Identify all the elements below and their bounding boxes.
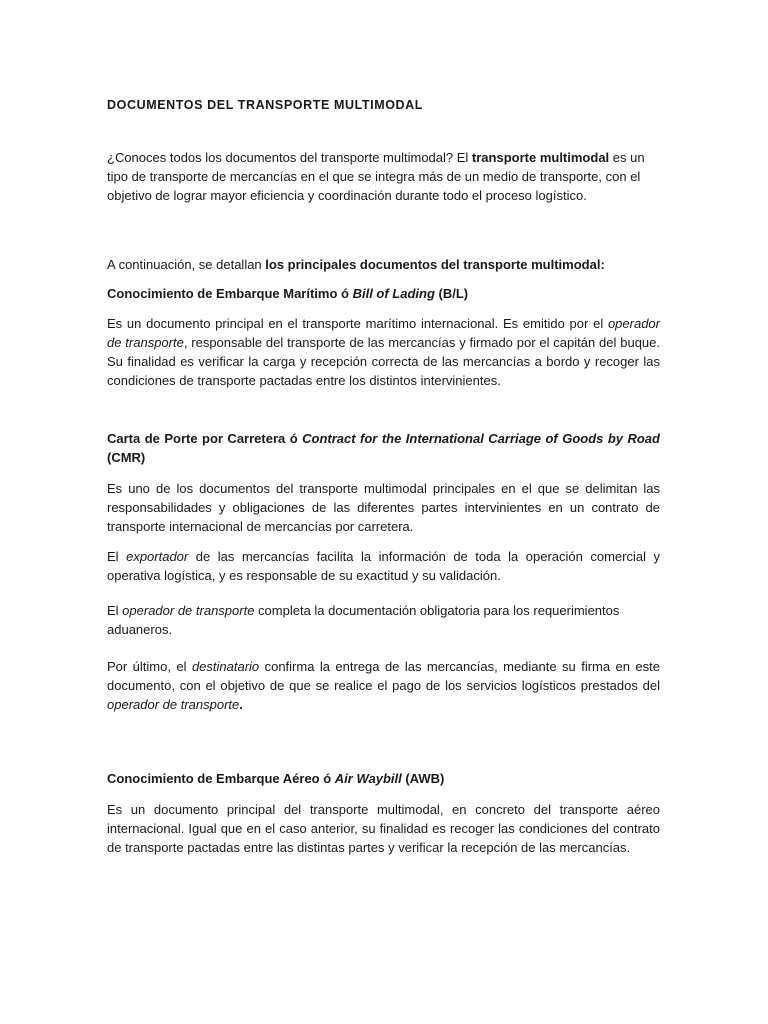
heading-bl-english: Bill of Lading: [352, 286, 435, 301]
cmr-p3-text-c: completa la documentación obligatoria para los requerimientos aduaneros.: [107, 603, 620, 637]
heading-bl-text: Conocimiento de Embarque Marítimo ó: [107, 286, 353, 301]
bl-italic-term: operador de transporte: [107, 316, 660, 350]
cmr-p2-text-c: de las mercancías facilita la información de toda la operación comercial y operativa logística, y es responsable de su exactitud y su validación.: [107, 549, 661, 583]
cmr-p4-italic-term-2: operador de transporte: [107, 697, 240, 712]
cmr-p4-text-c: confirma la entrega de las mercancías, mediante su firma en este documento, con el objetivo de que se realice el pago de los servicios logísticos prestados del: [107, 659, 660, 693]
cmr-p4-italic-term: destinatario: [191, 659, 260, 674]
heading-awb-text: Conocimiento de Embarque Aéreo ó: [107, 771, 335, 786]
lead-bold-text: los principales documentos del transporte multimodal:: [265, 257, 605, 272]
cmr-p4-text-a: Por último, el: [107, 659, 192, 674]
cmr-p2-text-a: El: [107, 549, 127, 564]
cmr-paragraph-4: [107, 657, 660, 714]
cmr-p3-italic-term: operador de transporte: [122, 603, 255, 618]
lead-text: A continuación, se detallan: [107, 257, 266, 272]
cmr-p4-period: .: [239, 697, 243, 712]
section-heading-awb: [107, 769, 660, 788]
intro-bold-term: transporte multimodal: [471, 150, 610, 165]
bl-text-c: , responsable del transporte de las mercancías y firmado por el capitán del buque. Su finalidad es verificar la carga y recepción correcta de las mercancías a bordo y recoger las condiciones de transporte pactadas entre los distintos intervinientes.: [107, 335, 660, 388]
intro-text: ¿Conoces todos los documentos del transporte multimodal? El: [107, 150, 472, 165]
document-body: [107, 96, 660, 857]
heading-awb-abbr: (AWB): [401, 771, 445, 786]
lead-paragraph: [107, 255, 660, 274]
heading-bl-abbr: (B/L): [434, 286, 469, 301]
intro-text-rest: es un tipo de transporte de mercancías en el que se integra más de un medio de transporte, con el objetivo de lograr mayor eficiencia y coordinación durante todo el proceso logístico.: [107, 150, 645, 203]
awb-paragraph: Es un documento principal del transporte multimodal, en concreto del transporte aéreo internacional. Igual que en el caso anterior, su finalidad es recoger las condiciones del contrato de transporte pactadas entre las distintas partes y verificar la recepción de las mercancías.: [107, 802, 660, 855]
cmr-paragraph-1: Es uno de los documentos del transporte multimodal principales en el que se delimitan las responsabilidades y obligaciones de las diferentes partes intervinientes en un contrato de transporte internacional de mercancías por carretera.: [107, 481, 660, 534]
cmr-p3-text-a: El: [107, 603, 123, 618]
bl-paragraph: [107, 314, 660, 390]
section-heading-cmr: [107, 429, 660, 467]
heading-cmr-english: Contract for the International Carriage of Goods by Road: [302, 431, 660, 446]
intro-paragraph: [107, 148, 660, 205]
section-heading-bl: [107, 284, 660, 303]
heading-cmr-text: Carta de Porte por Carretera ó: [107, 431, 303, 446]
cmr-p2-italic-term: exportador: [126, 549, 189, 564]
cmr-paragraph-2: [107, 547, 660, 585]
heading-awb-english: Air Waybill: [334, 771, 402, 786]
document-title: DOCUMENTOS DEL TRANSPORTE MULTIMODAL: [107, 98, 424, 112]
cmr-paragraph-3: [107, 601, 660, 639]
bl-text-a: Es un documento principal en el transporte marítimo internacional. Es emitido por el: [107, 316, 608, 331]
heading-cmr-abbr: (CMR): [107, 450, 146, 465]
